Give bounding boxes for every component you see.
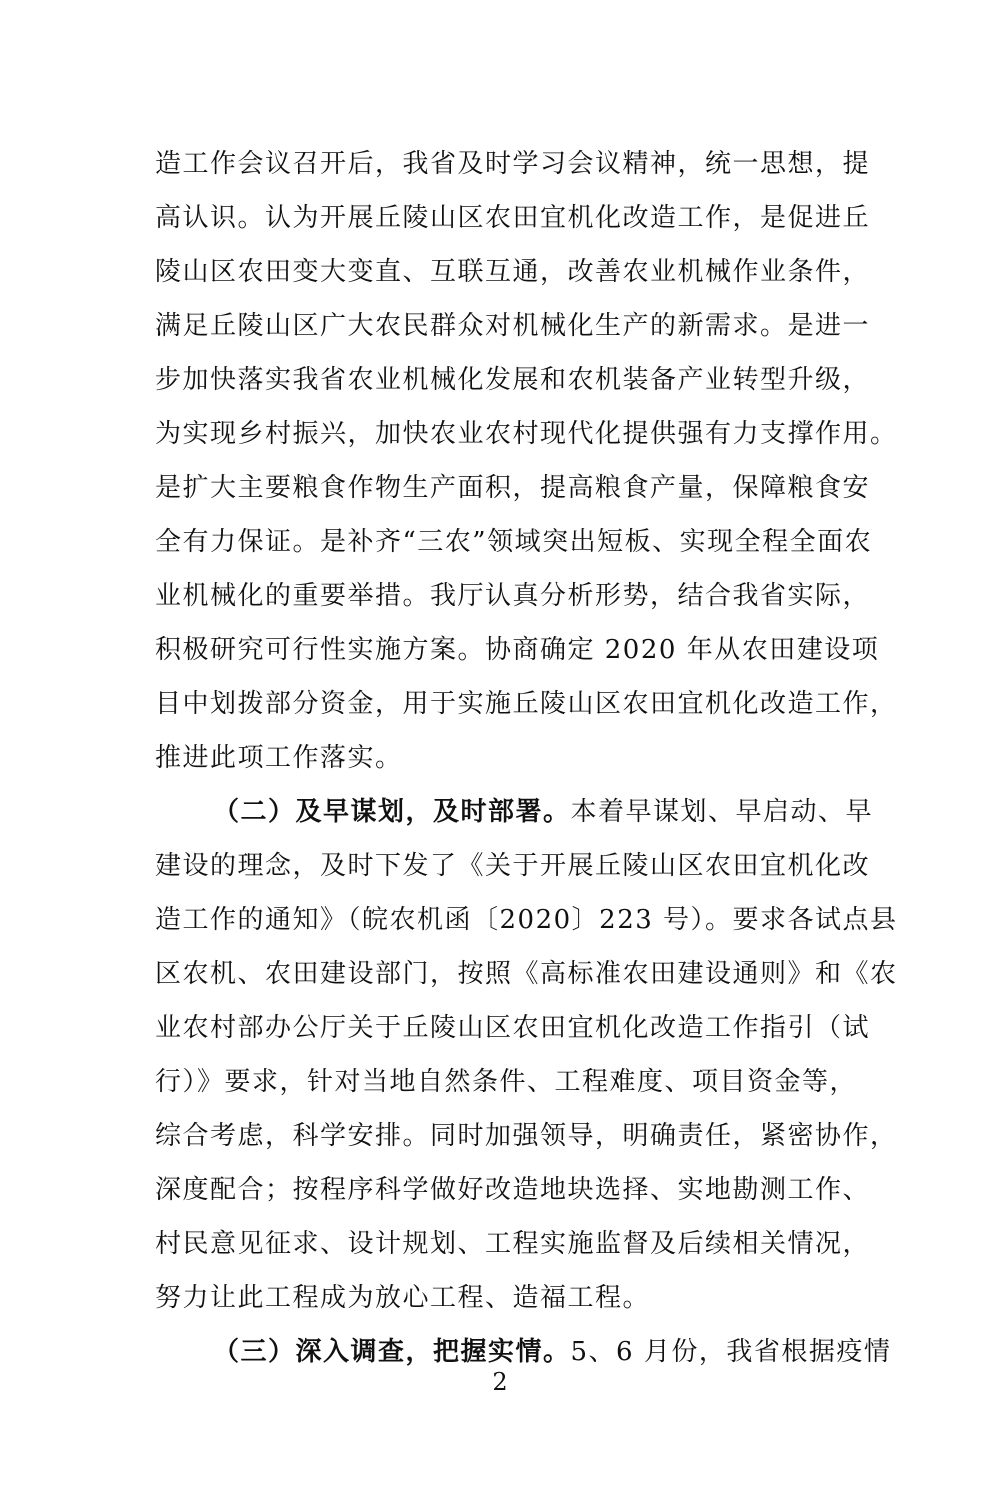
- section-first-line: [213, 788, 874, 836]
- section-text: 本着早谋划、早启动、早: [570, 797, 874, 827]
- text-line: 行）》要求，针对当地自然条件、工程难度、项目资金等，: [155, 1067, 858, 1097]
- text-line: 区农机、农田建设部门，按照《高标准农田建设通则》和《农: [155, 959, 898, 989]
- text-line: 造工作会议召开后，我省及时学习会议精神，统一思想，提: [155, 149, 871, 179]
- text-line: 业农村部办公厅关于丘陵山区农田宜机化改造工作指引（试: [155, 1013, 871, 1043]
- text-line: 建设的理念，及时下发了《关于开展丘陵山区农田宜机化改: [155, 851, 871, 881]
- text-line: 陵山区农田变大变直、互联互通，改善农业机械作业条件，: [155, 257, 871, 287]
- text-line: 造工作的通知》（皖农机函〔2020〕223 号）。要求各试点县: [155, 905, 898, 935]
- text-line: 努力让此工程成为放心工程、造福工程。: [155, 1283, 651, 1313]
- text-line: 是扩大主要粮食作物生产面积，提高粮食产量，保障粮食安: [155, 473, 871, 503]
- text-line: 业机械化的重要举措。我厅认真分析形势，结合我省实际，: [155, 581, 871, 611]
- text-line: 高认识。认为开展丘陵山区农田宜机化改造工作，是促进丘: [155, 203, 871, 233]
- section-heading: （二）及早谋划，及时部署。: [213, 797, 571, 827]
- text-line: 步加快落实我省农业机械化发展和农机装备产业转型升级，: [155, 365, 871, 395]
- text-line: 综合考虑，科学安排。同时加强领导，明确责任，紧密协作，: [155, 1121, 898, 1151]
- text-line: 为实现乡村振兴，加快农业农村现代化提供强有力支撑作用。: [155, 419, 898, 449]
- text-line: 深度配合；按程序科学做好改造地块选择、实地勘测工作、: [155, 1175, 871, 1205]
- text-line: 目中划拨部分资金，用于实施丘陵山区农田宜机化改造工作，: [155, 689, 898, 719]
- text-line: 全有力保证。是补齐“三农”领域突出短板、实现全程全面农: [155, 527, 873, 557]
- text-line: 推进此项工作落实。: [155, 743, 403, 773]
- text-line: 积极研究可行性实施方案。协商确定 2020 年从农田建设项: [155, 635, 880, 665]
- page-number: 2: [492, 1368, 508, 1396]
- section-text: 5、6 月份，我省根据疫情: [570, 1337, 892, 1367]
- text-line: 村民意见征求、设计规划、工程实施监督及后续相关情况，: [155, 1229, 871, 1259]
- text-line: 满足丘陵山区广大农民群众对机械化生产的新需求。是进一: [155, 311, 871, 341]
- section-heading: （三）深入调查，把握实情。: [213, 1337, 571, 1367]
